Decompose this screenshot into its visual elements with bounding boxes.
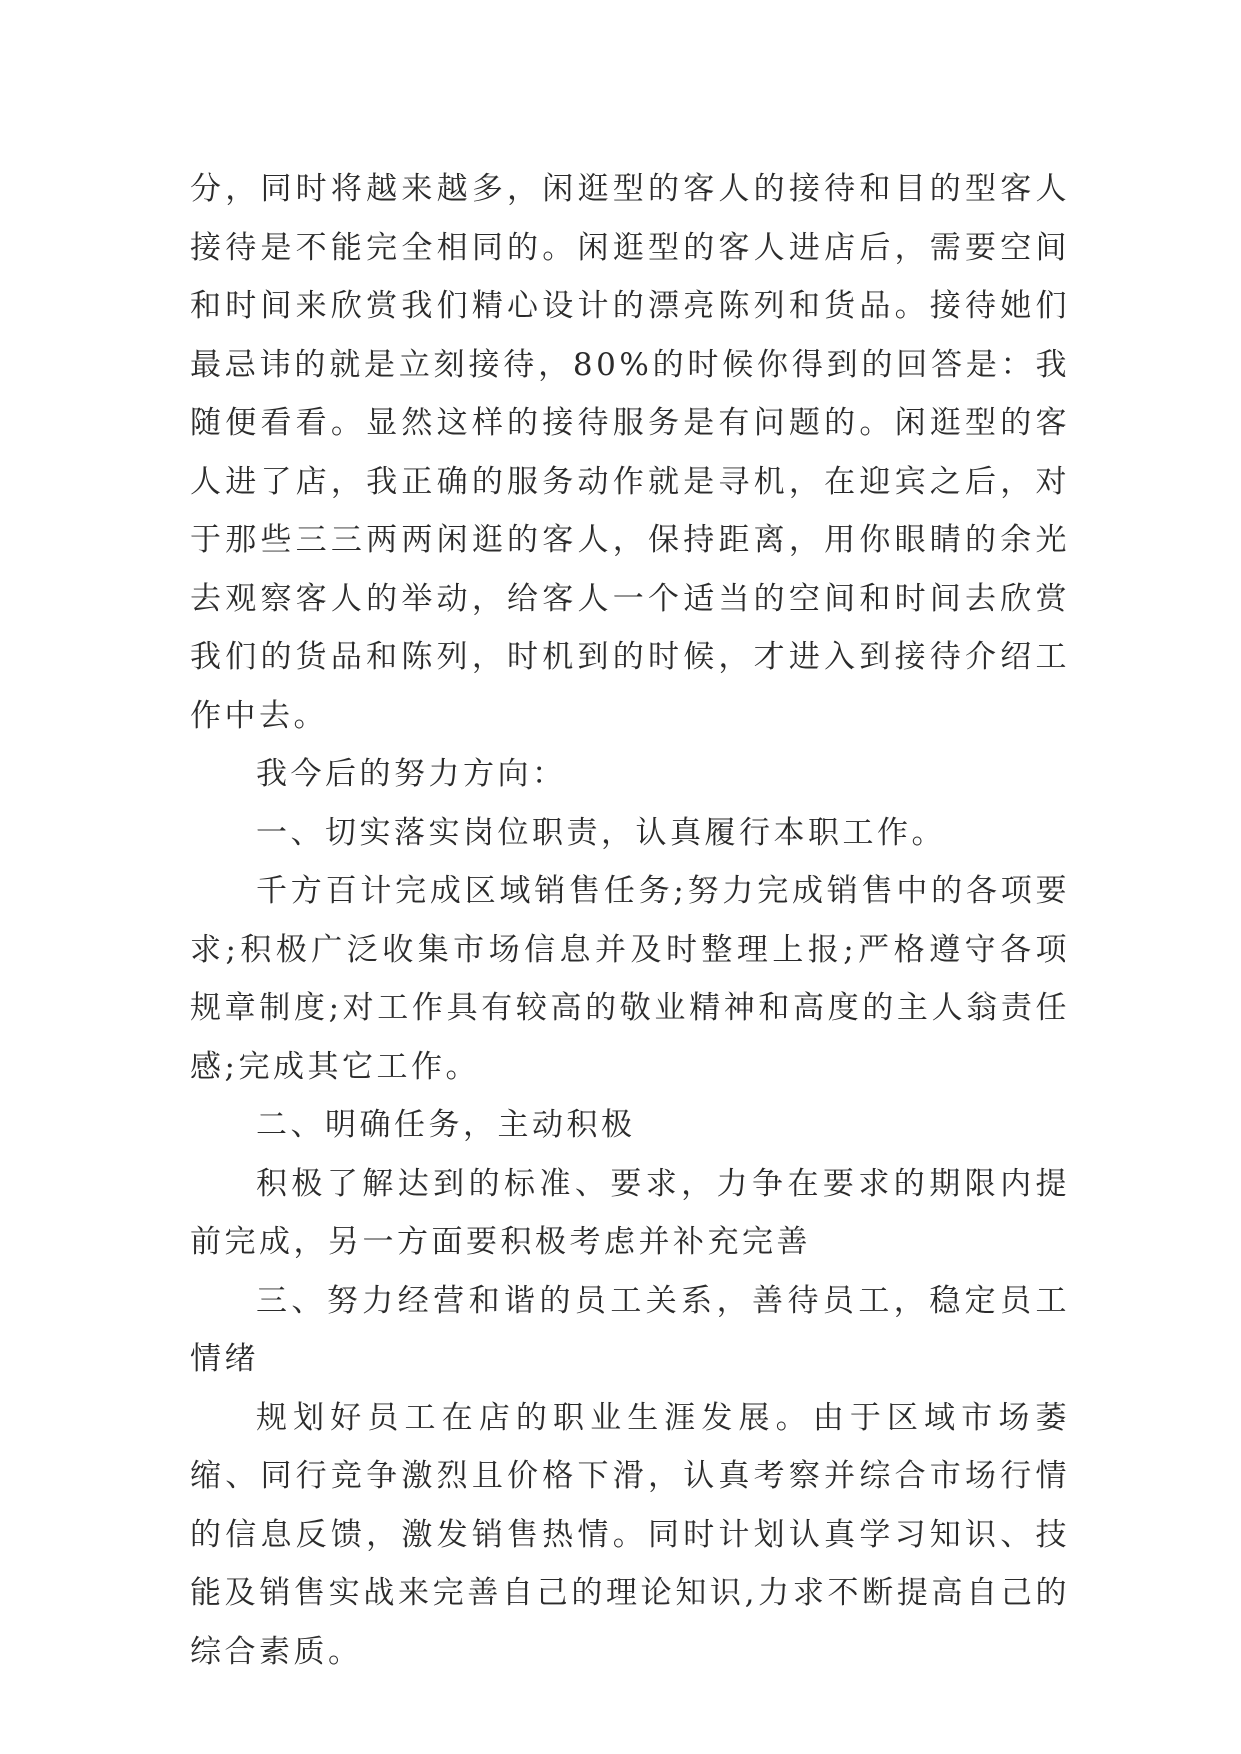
paragraph-section-two-heading: 二、明确任务，主动积极 (256, 1107, 636, 1143)
paragraph-future-direction-heading: 我今后的努力方向： (256, 756, 567, 792)
paragraph-section-two-body: 积极了解达到的标准、要求，力争在要求的期限内提前完成，另一方面要积极考虑并补充完善 (190, 1165, 1070, 1260)
paragraph-section-one-body: 千方百计完成区域销售任务;努力完成销售中的各项要求;积极广泛收集市场信息并及时整理上报;严格遵守各项规章制度;对工作具有较高的敬业精神和高度的主人翁责任感;完成其它工作。 (190, 873, 1070, 1085)
paragraph-section-three-heading: 三、努力经营和谐的员工关系，善待员工，稳定员工情绪 (190, 1282, 1070, 1377)
paragraph-section-three-body: 规划好员工在店的职业生涯发展。由于区域市场萎缩、同行竞争激烈且价格下滑，认真考察并综合市场行情的信息反馈，激发销售热情。同时计划认真学习知识、技能及销售实战来完善自己的理论知识,力求不断提高自己的综合素质。 (190, 1399, 1070, 1670)
paragraph-continuation: 分，同时将越来越多，闲逛型的客人的接待和目的型客人接待是不能完全相同的。闲逛型的客人进店后，需要空间和时间来欣赏我们精心设计的漂亮陈列和货品。接待她们最忌讳的就是立刻接待，80%的时候你得到的回答是：我随便看看。显然这样的接待服务是有问题的。闲逛型的客人进了店，我正确的服务动作就是寻机，在迎宾之后，对于那些三三两两闲逛的客人，保持距离，用你眼睛的余光去观察客人的举动，给客人一个适当的空间和时间去欣赏我们的货品和陈列，时机到的时候，才进入到接待介绍工作中去。 (190, 171, 1070, 734)
document-page (190, 160, 1070, 1681)
paragraph-section-one-heading: 一、切实落实岗位职责，认真履行本职工作。 (256, 814, 946, 851)
